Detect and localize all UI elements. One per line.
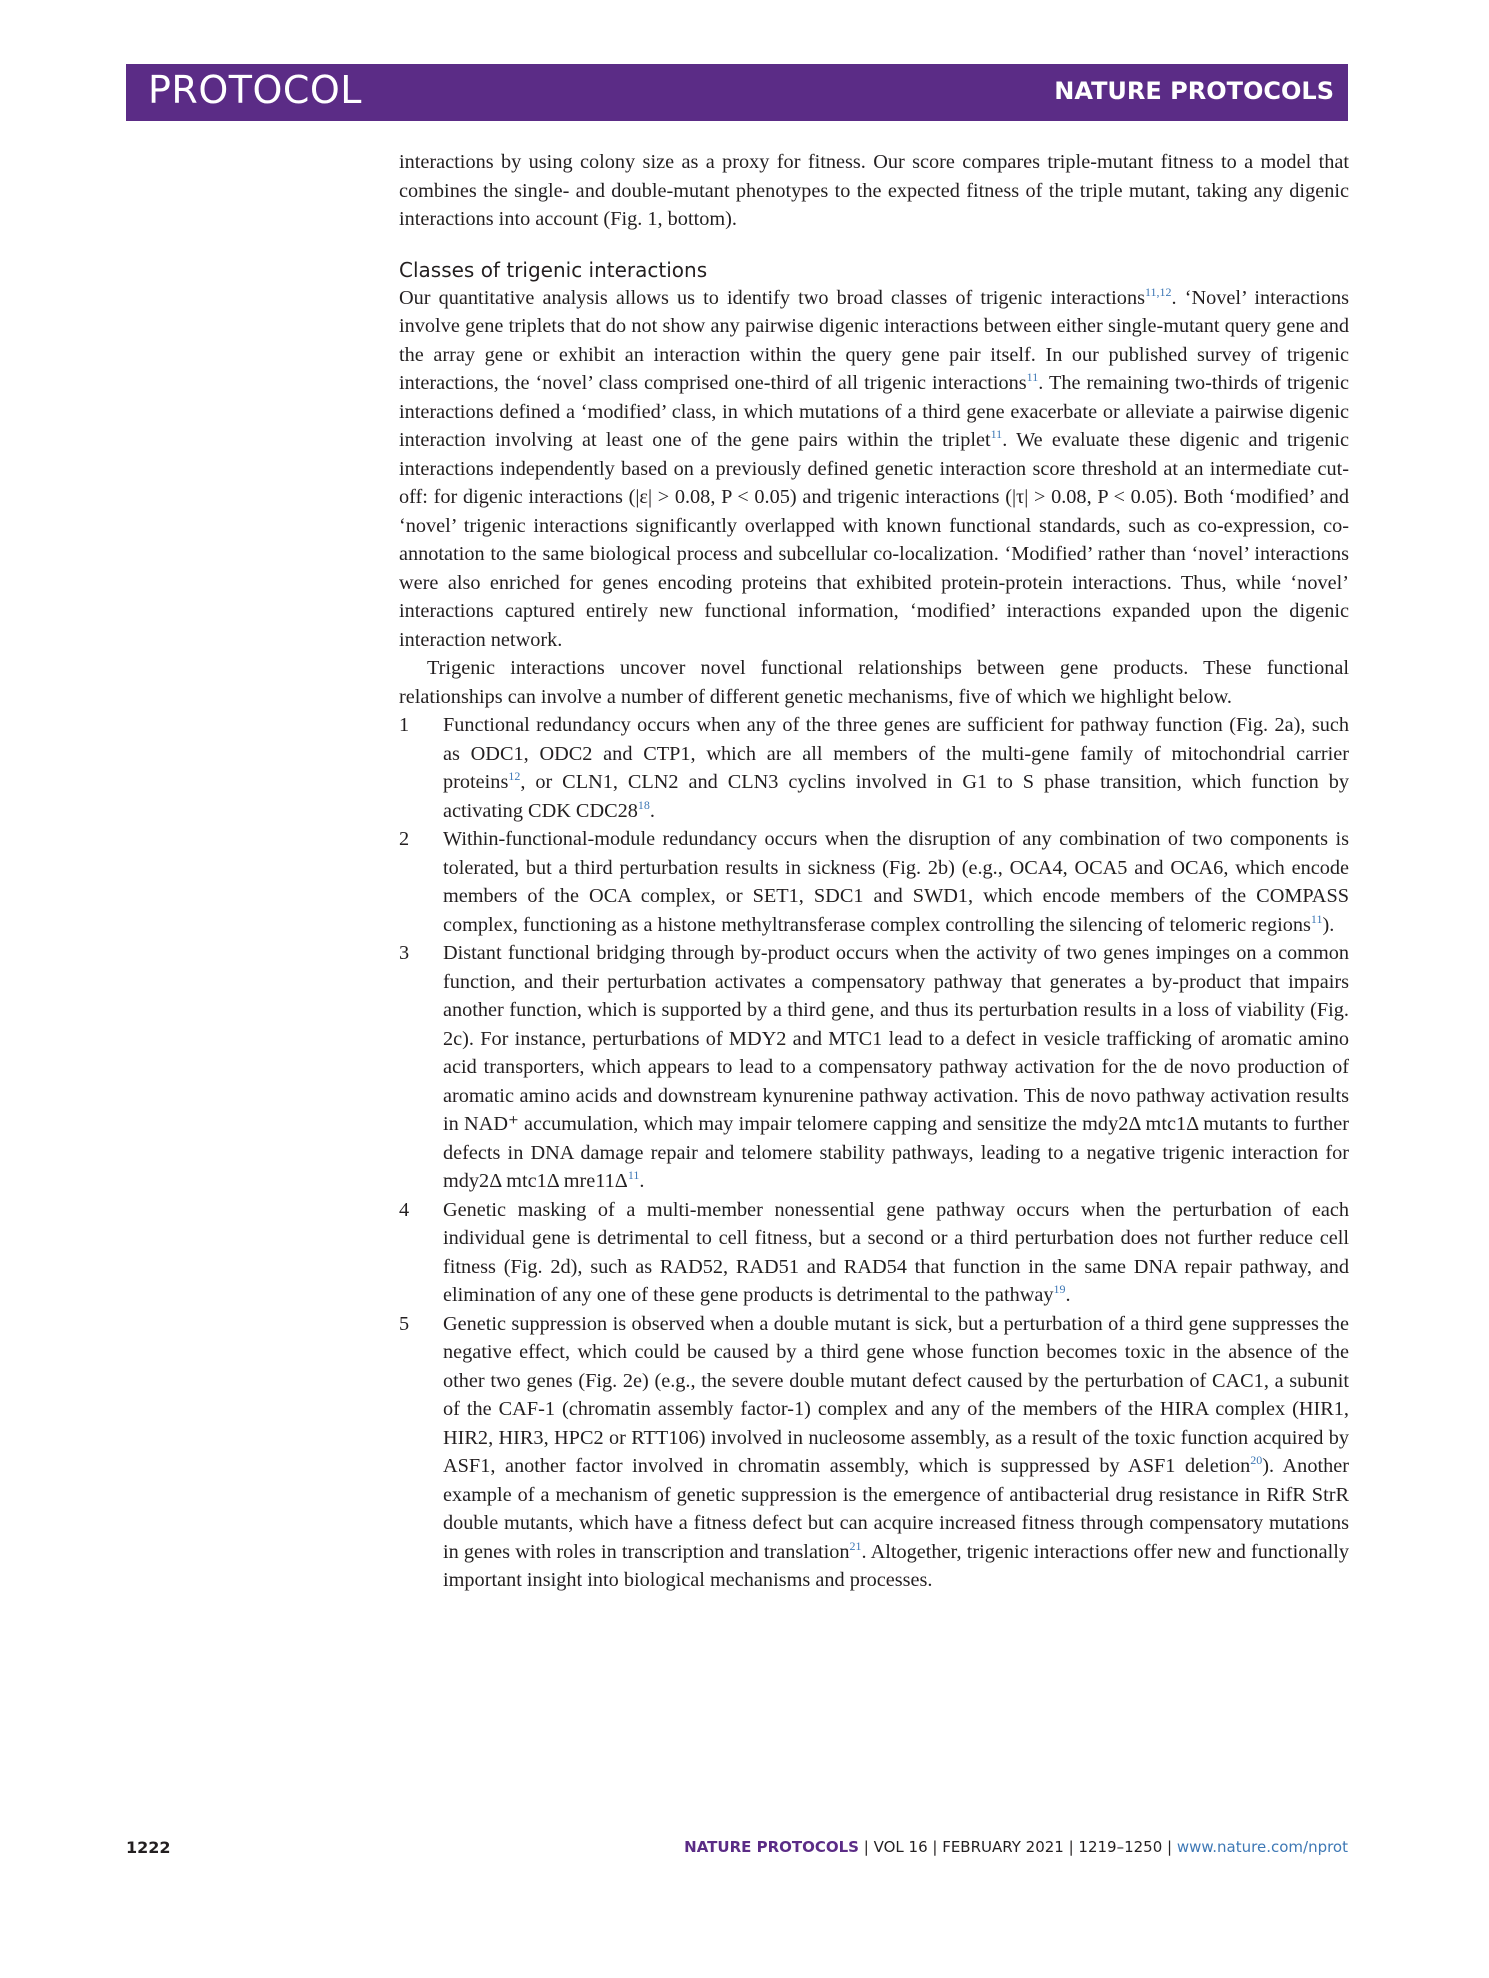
citation-link[interactable]: 11 <box>627 1168 640 1182</box>
intro-paragraph: interactions by using colony size as a proxy for fitness. Our score compares triple-mutant fitness to a model that combines the single- and double-mutant phenotypes to the expected fitness of the triple mutant, taking any digenic interactions into account (Fig. 1, bottom). <box>399 151 1349 230</box>
list-number: 2 <box>399 828 410 850</box>
list-number: 5 <box>399 1312 410 1335</box>
article-body <box>399 148 1349 1595</box>
citation-link[interactable]: 11 <box>1026 370 1039 384</box>
page-number: 1222 <box>126 1838 171 1857</box>
footer-url-link[interactable]: www.nature.com/nprot <box>1176 1838 1348 1856</box>
footer-volume: VOL 16 | FEBRUARY 2021 | 1219–1250 <box>873 1838 1163 1856</box>
list-number: 1 <box>399 714 410 736</box>
citation-link[interactable]: 11 <box>990 427 1003 441</box>
section-heading: Classes of trigenic interactions <box>399 257 708 282</box>
citation-link[interactable]: 20 <box>1250 1453 1263 1467</box>
list-item: 5 Genetic suppression is observed when a double mutant is sick, but a perturbation of a third gene suppresses the negative effect, which could be caused by a third gene whose function becomes toxic in the absence of the other two genes (Fig. 2e) (e.g., the severe double mutant defect caused by the perturbation of CAC1, a subunit of the CAF-1 (chromatin assembly factor-1) complex and any of the members of the HIRA complex (HIR1, HIR2, HIR3, HPC2 or RTT106) involved in nucleosome assembly, as a result of the toxic function acquired by ASF1, another factor involved in chromatin assembly, which is suppressed by ASF1 deletion$^{20}$). Another example of a mechanism of genetic suppression is the emergence of antibacterial drug resistance in RifR StrR double mutants, which have a fitness defect but can acquire increased fitness through compensatory mutations in genes with roles in transcription and translation$^{21}$. Altogether, trigenic interactions offer new and functionally important insight into biological mechanisms and processes. <box>399 1310 1349 1595</box>
section-label: PROTOCOL <box>148 68 362 112</box>
list-number: 4 <box>399 1198 410 1221</box>
citation-link[interactable]: 11 <box>1310 911 1323 926</box>
footer-journal: NATURE PROTOCOLS <box>684 1838 859 1856</box>
citation-link[interactable]: 21 <box>849 1538 862 1553</box>
journal-name: NATURE PROTOCOLS <box>1054 77 1334 105</box>
citation-link[interactable]: 11,12 <box>1144 284 1172 299</box>
list-item: 2 Within-functional-module redundancy occurs when the disruption of any combination of two components is tolerated, but a third perturbation results in sickness (Fig. 2b) (e.g., OCA4, OCA5 and OCA6, which encode members of the OCA complex, or SET1, SDC1 and SWD1, which encode members of the COMPASS complex, functioning as a histone methyltransferase complex controlling the silencing of telomeric regions$^{11}$). <box>399 825 1349 939</box>
list-item: 4 Genetic masking of a multi-member nonessential gene pathway occurs when the perturbation of each individual gene is detrimental to cell fitness, but a second or a third perturbation does not further reduce cell fitness (Fig. 2d), such as RAD52, RAD51 and RAD54 that function in the same DNA repair pathway, and elimination of any one of these gene products is detrimental to the pathway$^{19}$. <box>399 1196 1349 1310</box>
classes-paragraph: Our quantitative analysis allows us to identify two broad classes of trigenic interactions$^{11,12}$. ‘Novel’ interactions involve gene triplets that do not show any pairwise digenic interactions between either single-mutant query gene and the array gene or exhibit an interaction within the query gene pair itself. In our published survey of trigenic interactions, the ‘novel’ class comprised one-third of all trigenic interactions$^{11}$. The remaining two-thirds of trigenic interactions defined a ‘modified’ class, in which mutations of a third gene exacerbate or alleviate a pairwise digenic interaction involving at least one of the gene pairs within the triplet$^{11}$. We evaluate these digenic and trigenic interactions independently based on a previously defined genetic interaction score threshold at an intermediate cut-off: for digenic interactions (|ε| > 0.08, P < 0.05) and trigenic interactions (|τ| > 0.08, P < 0.05). Both ‘modified’ and ‘novel’ trigenic interactions significantly overlapped with known functional standards, such as co-expression, co-annotation to the same biological process and subcellular co-localization. ‘Modified’ rather than ‘novel’ interactions were also enriched for genes encoding proteins that exhibited protein-protein interactions. Thus, while ‘novel’ interactions captured entirely new functional information, ‘modified’ interactions expanded upon the digenic interaction network. <box>399 284 1349 651</box>
list-item: 1 Functional redundancy occurs when any of the three genes are sufficient for pathway function (Fig. 2a), such as ODC1, ODC2 and CTP1, which are all members of the multi-gene family of mitochondrial carrier proteins$^{12}$, or CLN1, CLN2 and CLN3 cyclins involved in G1 to S phase transition, which function by activating CDK $CDC28^{18}$. <box>399 711 1349 825</box>
citation-link[interactable]: 12 <box>508 769 521 783</box>
citation-link[interactable]: 18 <box>637 797 650 812</box>
mechanisms-intro-paragraph: Trigenic interactions uncover novel functional relationships between gene products. These functional relationships can involve a number of different genetic mechanisms, five of which we highlight below. <box>399 657 1349 708</box>
list-item: 3 Distant functional bridging through by-product occurs when the activity of two genes impinges on a common function, and their perturbation activates a compensatory pathway that generates a by-product that impairs another function, which is supported by a third gene, and thus its perturbation results in a loss of viability (Fig. 2c). For instance, perturbations of MDY2 and MTC1 lead to a defect in vesicle trafficking of aromatic amino acid transporters, which appears to lead to a compensatory pathway activation for the de novo production of aromatic amino acids and downstream kynurenine pathway activation. This de novo pathway activation results in NAD⁺ accumulation, which may impair telomere capping and sensitize the mdy2Δ mtc1Δ mutants to further defects in DNA damage repair and telomere stability pathways, leading to a negative trigenic interaction for mdy2Δ mtc1Δ $mre11\Delta^{11}$. <box>399 939 1349 1196</box>
footer-citation: NATURE PROTOCOLS | VOL 16 | FEBRUARY 2021 | 1219–1250 | www.nature.com/nprot <box>684 1838 1348 1856</box>
header-bar <box>126 64 1348 121</box>
citation-link[interactable]: 19 <box>1053 1282 1066 1296</box>
list-number: 3 <box>399 942 410 964</box>
